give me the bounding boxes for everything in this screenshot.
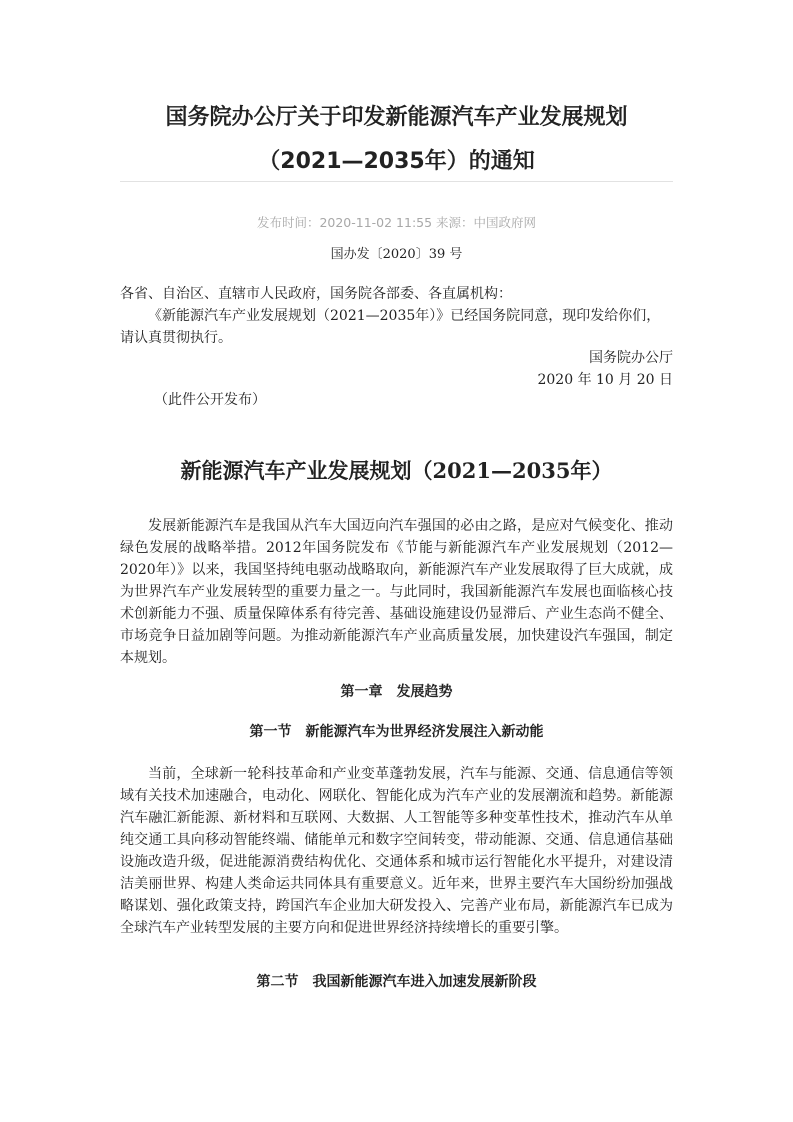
- plan-title: 新能源汽车产业发展规划（2021—2035年）: [180, 458, 613, 483]
- section-heading: 第一节 新能源汽车为世界经济发展注入新动能: [249, 724, 544, 740]
- publication-note: （此件公开发布）: [154, 392, 266, 408]
- chapter-heading: 第一章 发展趋势: [340, 684, 453, 700]
- plan-intro-paragraph: 发展新能源汽车是我国从汽车大国迈向汽车强国的必由之路，是应对气候变化、推动绿色发展的战略举措。2012年国务院发布《节能与新能源汽车产业发展规划（2012—2020年）》以来，我国坚持纯电驱动战略取向，新能源汽车产业发展取得了巨大成就，成为世界汽车产业发展转型的重要力量之一。与此同时，我国新能源汽车发展也面临核心技术创新能力不强、质量保障体系有待完善、基础设施建设仍显滞后、产业生态尚不健全、市场竞争日益加剧等问题。为推动新能源汽车产业高质量发展，加快建设汽车强国，制定本规划。: [120, 518, 673, 666]
- signatory: 国务院办公厅: [589, 350, 673, 366]
- salutation: 各省、自治区、直辖市人民政府，国务院各部委、各直属机构：: [120, 286, 512, 302]
- section-paragraph: 当前，全球新一轮科技革命和产业变革蓬勃发展，汽车与能源、交通、信息通信等领域有关技术加速融合，电动化、网联化、智能化成为汽车产业的发展潮流和趋势。新能源汽车融汇新能源、新材料和互联网、大数据、人工智能等多种变革性技术，推动汽车从单纯交通工具向移动智能终端、储能单元和数字空间转变，带动能源、交通、信息通信基础设施改造升级，促进能源消费结构优化、交通体系和城市运行智能化水平提升，对建设清洁美丽世界、构建人类命运共同体具有重要意义。近年来，世界主要汽车大国纷纷加强战略谋划、强化政策支持，跨国汽车企业加大研发投入、完善产业布局，新能源汽车已成为全球汽车产业转型发展的主要方向和促进世界经济持续增长的重要引擎。: [120, 766, 673, 936]
- document-page: [120, 0, 673, 1122]
- title-divider: [120, 181, 673, 182]
- notice-title-line1: 国务院办公厅关于印发新能源汽车产业发展规划: [165, 105, 628, 130]
- section-heading: 第二节 我国新能源汽车进入加速发展新阶段: [256, 974, 537, 990]
- notice-title-line2: （2021—2035年）的通知: [258, 149, 535, 174]
- issue-date: 2020 年 10 月 20 日: [537, 372, 673, 388]
- publish-meta: 发布时间：2020-11-02 11:55 来源：中国政府网: [256, 215, 537, 230]
- notice-body: 《新能源汽车产业发展规划（2021—2035年）》已经国务院同意，现印发给你们，请认真贯彻执行。: [120, 308, 661, 346]
- document-number: 国办发〔2020〕39 号: [330, 247, 463, 262]
